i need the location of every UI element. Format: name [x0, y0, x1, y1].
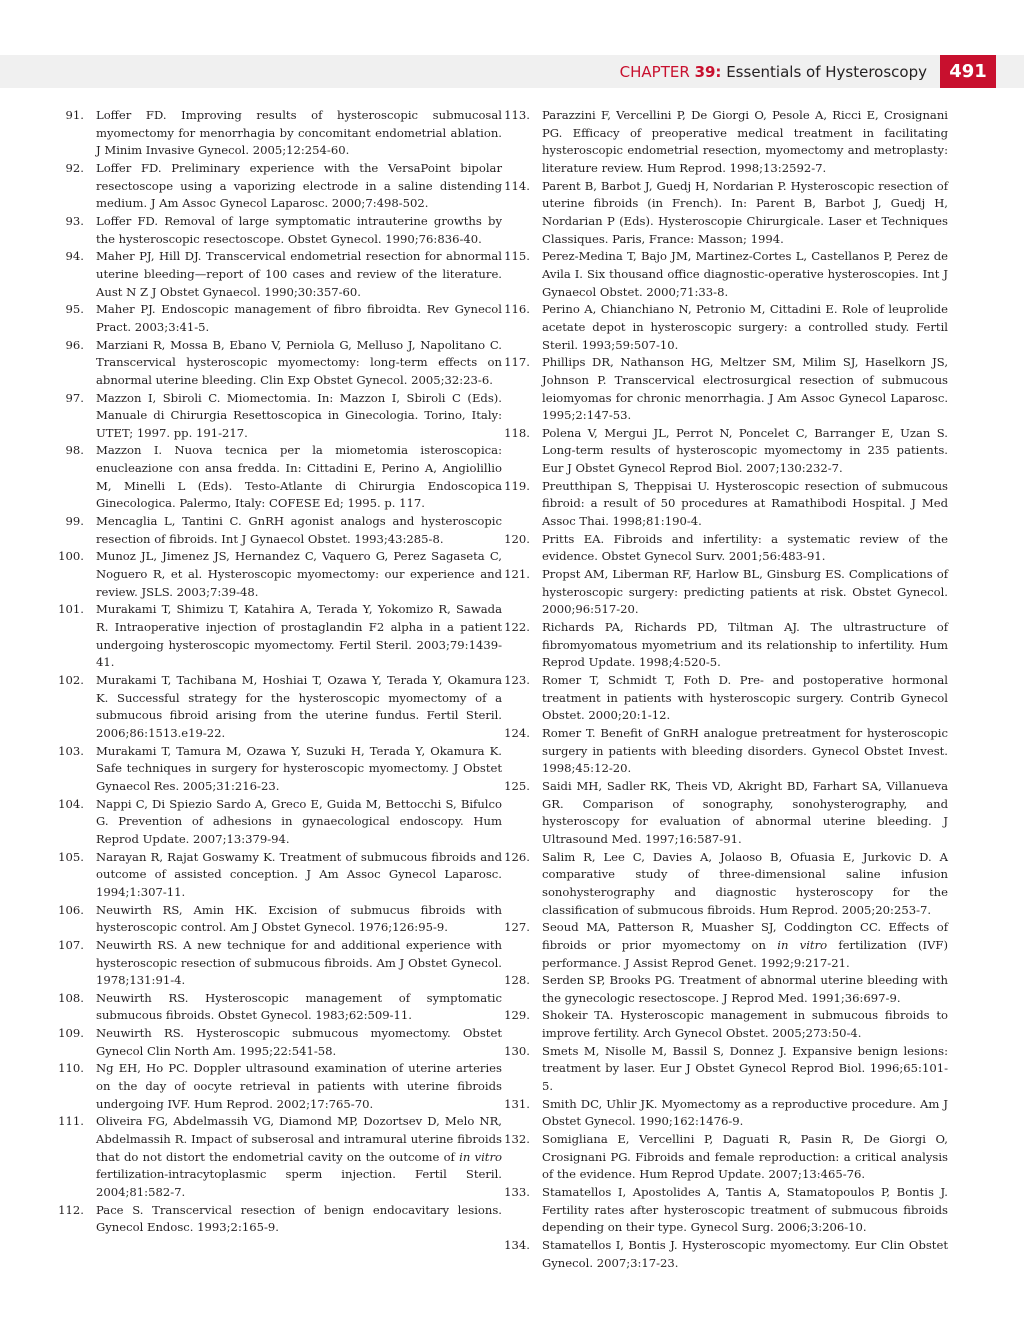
- reference-text: Loffer FD. Preliminary experience with the VersaPoint bipolar resectoscope using a vaporizing electrode in a saline distending medium. J Am Assoc Gynecol Laparosc. 2000;7:498-502.: [96, 160, 502, 211]
- reference-text: Murakami T, Shimizu T, Katahira A, Terada Y, Yokomizo R, Sawada R. Intraoperative injection of prostaglandin F2 alpha in a patient undergoing hysteroscopic myomectomy. Fertil Steril. 2003;79:1439-41.: [96, 602, 502, 670]
- reference-text-part: Oliveira FG, Abdelmassih VG, Diamond MP, Dozortsev D, Melo NR, Abdelmassih R. Impact of subserosal and intramural uterine fibroids that do not distort the endometrial cavity on the outcome of: [96, 1114, 502, 1164]
- reference-number: 127.: [504, 920, 530, 935]
- reference-italic-term: in vitro: [777, 937, 828, 952]
- reference-number: 107.: [58, 937, 84, 952]
- reference-item: [52, 160, 502, 213]
- reference-item: [52, 796, 502, 849]
- reference-number: 120.: [504, 531, 530, 546]
- reference-item: [498, 425, 948, 478]
- reference-number: 95.: [65, 302, 84, 317]
- reference-text: Perino A, Chianchiano N, Petronio M, Cittadini E. Role of leuprolide acetate depot in hysteroscopic surgery: a controlled study. Fertil Steril. 1993;59:507-10.: [542, 302, 948, 352]
- reference-number: 110.: [58, 1061, 84, 1076]
- reference-text: Mencaglia L, Tantini C. GnRH agonist analogs and hysteroscopic resection of fibroids. Int J Gynaecol Obstet. 1993;43:285-8.: [96, 514, 502, 546]
- reference-number: 105.: [58, 849, 84, 864]
- reference-number: 101.: [58, 602, 84, 617]
- reference-number: 96.: [65, 337, 84, 352]
- chapter-number: 39:: [694, 63, 722, 81]
- reference-text: Smets M, Nisolle M, Bassil S, Donnez J. Expansive benign lesions: treatment by laser. Eur J Obstet Gynecol Reprod Biol. 1996;65:101-5.: [542, 1043, 948, 1094]
- reference-number: 122.: [504, 620, 530, 635]
- reference-number: 97.: [65, 390, 84, 405]
- reference-item: [498, 1131, 948, 1184]
- reference-item: [498, 1184, 948, 1237]
- reference-item: [498, 849, 948, 920]
- reference-item: [52, 213, 502, 248]
- reference-text-part: fertilization-intracytoplasmic sperm injection. Fertil Steril. 2004;81:582-7.: [96, 1167, 502, 1200]
- reference-text: Phillips DR, Nathanson HG, Meltzer SM, Milim SJ, Haselkorn JS, Johnson P. Transcervical electrosurgical resection of submucous leiomyomas for chronic menorrhagia. J Am Assoc Gynecol Laparosc. 1995;2:147-53.: [542, 355, 948, 423]
- reference-number: 108.: [58, 990, 84, 1005]
- reference-text: Neuwirth RS. Hysteroscopic submucous myomectomy. Obstet Gynecol Clin North Am. 1995;22:541-58.: [96, 1026, 502, 1058]
- reference-item: [52, 1113, 502, 1201]
- reference-number: 98.: [65, 443, 84, 458]
- reference-text: Saidi MH, Sadler RK, Theis VD, Akright BD, Farhart SA, Villanueva GR. Comparison of sonography, sonohysterography, and hysteroscopy for evaluation of abnormal uterine bleeding. J Ultrasound Med. 1997;16:587-91.: [542, 778, 948, 846]
- reference-text: Stamatellos I, Apostolides A, Tantis A, Stamatopoulos P, Bontis J. Fertility rates after hysteroscopic treatment of submucous fibroids depending on their type. Gynecol Surg. 2006;3:206-10.: [542, 1185, 948, 1235]
- reference-item: [498, 972, 948, 1007]
- reference-number: 100.: [58, 549, 84, 564]
- reference-number: 115.: [504, 249, 530, 264]
- reference-number: 117.: [504, 355, 530, 370]
- reference-item: [498, 1237, 948, 1272]
- reference-number: 112.: [58, 1202, 84, 1217]
- reference-text: Pace S. Transcervical resection of benign endocavitary lesions. Gynecol Endosc. 1993;2:165-9.: [96, 1202, 502, 1235]
- reference-number: 125.: [504, 778, 530, 793]
- reference-item: [498, 1043, 948, 1096]
- reference-number: 119.: [504, 478, 530, 493]
- reference-text: Mazzon I, Sbiroli C. Miomectomia. In: Mazzon I, Sbiroli C (Eds). Manuale di Chirurgia Resettoscopica in Ginecologia. Torino, Italy: UTET; 1997. pp. 191-217.: [96, 390, 502, 440]
- reference-item: [52, 743, 502, 796]
- reference-text: Serden SP, Brooks PG. Treatment of abnormal uterine bleeding with the gynecologic resectoscope. J Reprod Med. 1991;36:697-9.: [542, 973, 948, 1005]
- reference-item: [498, 478, 948, 531]
- reference-item: [498, 778, 948, 849]
- reference-text: Neuwirth RS. Hysteroscopic management of symptomatic submucous fibroids. Obstet Gynecol. 1983;62:509-11.: [96, 990, 502, 1023]
- reference-item: [52, 1060, 502, 1113]
- reference-text: Narayan R, Rajat Goswamy K. Treatment of submucous fibroids and outcome of assisted conception. J Am Assoc Gynecol Laparosc. 1994;1:307-11.: [96, 849, 502, 899]
- reference-item: [52, 849, 502, 902]
- reference-item: [52, 990, 502, 1025]
- reference-number: 130.: [504, 1043, 530, 1058]
- reference-item: [52, 1202, 502, 1237]
- reference-number: 94.: [65, 249, 84, 264]
- reference-text: Neuwirth RS, Amin HK. Excision of submucus fibroids with hysteroscopic control. Am J Obstet Gynecol. 1976;126:95-9.: [96, 902, 502, 935]
- reference-text: Nappi C, Di Spiezio Sardo A, Greco E, Guida M, Bettocchi S, Bifulco G. Prevention of adhesions in gynaecological endoscopy. Hum Reprod Update. 2007;13:379-94.: [96, 796, 502, 846]
- reference-text: Parent B, Barbot J, Guedj H, Nordarian P. Hysteroscopic resection of uterine fibroids (in French). In: Parent B, Barbot J, Guedj H, Nordarian P (Eds). Hysteroscopie Chirurgicale. Laser et Techniques Classiques. Paris, France: Masson; 1994.: [542, 178, 948, 246]
- reference-item: [52, 1025, 502, 1060]
- reference-number: 93.: [65, 213, 84, 228]
- reference-number: 114.: [504, 178, 530, 193]
- reference-text: Somigliana E, Vercellini P, Daguati R, Pasin R, De Giorgi O, Crosignani PG. Fibroids and female reproduction: a critical analysis of the evidence. Hum Reprod Update. 2007;13:465-76.: [542, 1132, 948, 1182]
- reference-text: Salim R, Lee C, Davies A, Jolaoso B, Ofuasia E, Jurkovic D. A comparative study of three-dimensional saline infusion sonohysterography and diagnostic hysteroscopy for the classification of submucous fibroids. Hum Reprod. 2005;20:253-7.: [542, 849, 948, 917]
- reference-text: Ng EH, Ho PC. Doppler ultrasound examination of uterine arteries on the day of oocyte retrieval in patients with uterine fibroids undergoing IVF. Hum Reprod. 2002;17:765-70.: [96, 1061, 502, 1111]
- reference-item: [498, 566, 948, 619]
- reference-item: [498, 178, 948, 249]
- reference-number: 123.: [504, 673, 530, 687]
- reference-number: 133.: [504, 1185, 530, 1200]
- reference-number: 124.: [504, 725, 530, 740]
- reference-item: [498, 531, 948, 566]
- reference-item: [498, 672, 948, 725]
- reference-number: 92.: [65, 160, 84, 175]
- reference-number: 113.: [504, 108, 530, 122]
- reference-text: Smith DC, Uhlir JK. Myomectomy as a reproductive procedure. Am J Obstet Gynecol. 1990;162:1476-9.: [542, 1096, 948, 1129]
- reference-number: 91.: [65, 108, 84, 122]
- reference-number: 126.: [504, 849, 530, 864]
- reference-text: [96, 1113, 502, 1201]
- reference-text: Pritts EA. Fibroids and infertility: a systematic review of the evidence. Obstet Gynecol Surv. 2001;56:483-91.: [542, 531, 948, 564]
- reference-number: 109.: [58, 1026, 84, 1041]
- reference-text: Propst AM, Liberman RF, Harlow BL, Ginsburg ES. Complications of hysteroscopic surgery: predicting patients at risk. Obstet Gynecol. 2000;96:517-20.: [542, 567, 948, 617]
- reference-text: Murakami T, Tachibana M, Hoshiai T, Ozawa Y, Terada Y, Okamura K. Successful strategy for the hysteroscopic myomectomy of a submucous fibroid arising from the uterine fundus. Fertil Steril. 2006;86:1513.e19-22.: [96, 673, 502, 740]
- reference-number: 103.: [58, 743, 84, 758]
- reference-text: Perez-Medina T, Bajo JM, Martinez-Cortes L, Castellanos P, Perez de Avila I. Six thousand office diagnostic-operative hysteroscopies. Int J Gynaecol Obstet. 2000;71:33-8.: [542, 249, 948, 299]
- reference-text: Loffer FD. Removal of large symptomatic intrauterine growths by the hysteroscopic resectoscope. Obstet Gynecol. 1990;76:836-40.: [96, 213, 502, 246]
- reference-text: Marziani R, Mossa B, Ebano V, Perniola G, Melluso J, Napolitano C. Transcervical hysteroscopic myomectomy: long-term effects on abnormal uterine bleeding. Clin Exp Obstet Gynecol. 2005;32:23-6.: [96, 337, 502, 387]
- reference-item: [498, 1096, 948, 1131]
- reference-text-part: Seoud MA, Patterson R, Muasher SJ, Coddington CC. Effects of fibroids or prior myomectomy on: [542, 920, 948, 952]
- reference-italic-term: in vitro: [459, 1149, 502, 1164]
- reference-item: [498, 919, 948, 972]
- running-header: [620, 61, 927, 83]
- reference-number: 106.: [58, 902, 84, 917]
- reference-text-part: fertilization (IVF) performance. J Assist Reprod Genet. 1992;9:217-21.: [542, 937, 948, 970]
- reference-text: Loffer FD. Improving results of hysteroscopic submucosal myomectomy for menorrhagia by concomitant endometrial ablation. J Minim Invasive Gynecol. 2005;12:254-60.: [96, 108, 502, 158]
- chapter-title: Essentials of Hysteroscopy: [721, 63, 927, 81]
- reference-item: [498, 1007, 948, 1042]
- reference-item: [498, 619, 948, 672]
- reference-item: [52, 337, 502, 390]
- reference-item: [52, 442, 502, 513]
- reference-number: 134.: [504, 1238, 530, 1252]
- page-number: 491: [940, 55, 996, 88]
- reference-item: [52, 248, 502, 301]
- reference-text: Richards PA, Richards PD, Tiltman AJ. The ultrastructure of fibromyomatous myometrium and its relationship to infertility. Hum Reprod Update. 1998;4:520-5.: [542, 620, 948, 670]
- reference-number: 118.: [504, 425, 530, 440]
- reference-text: Shokeir TA. Hysteroscopic management in submucous fibroids to improve fertility. Arch Gynecol Obstet. 2005;273:50-4.: [542, 1008, 948, 1041]
- reference-number: 111.: [58, 1114, 84, 1129]
- reference-number: 131.: [504, 1096, 530, 1111]
- reference-item: [498, 301, 948, 354]
- reference-item: [52, 548, 502, 601]
- reference-number: 102.: [58, 673, 84, 687]
- reference-number: 99.: [65, 514, 84, 529]
- chapter-label: CHAPTER: [619, 63, 695, 81]
- reference-item: [52, 301, 502, 336]
- reference-number: 121.: [504, 567, 530, 582]
- reference-text: Munoz JL, Jimenez JS, Hernandez C, Vaquero G, Perez Sagaseta C, Noguero R, et al. Hysteroscopic myomectomy: our experience and review. JSLS. 2003;7:39-48.: [96, 549, 502, 599]
- reference-item: [52, 937, 502, 990]
- reference-item: [52, 601, 502, 672]
- reference-text: Romer T. Benefit of GnRH analogue pretreatment for hysteroscopic surgery in patients with bleeding disorders. Gynecol Obstet Invest. 1998;45:12-20.: [542, 725, 948, 776]
- reference-number: 116.: [504, 302, 530, 317]
- reference-text: Preutthipan S, Theppisai U. Hysteroscopic resection of submucous fibroid: a result of 50 procedures at Ramathibodi Hospital. J Med Assoc Thai. 1998;81:190-4.: [542, 478, 948, 529]
- reference-item: [52, 107, 502, 160]
- reference-text: Murakami T, Tamura M, Ozawa Y, Suzuki H, Terada Y, Okamura K. Safe techniques in surgery for hysteroscopic myomectomy. J Obstet Gynaecol Res. 2005;31:216-23.: [96, 743, 502, 793]
- reference-text: Mazzon I. Nuova tecnica per la miometomia isteroscopica: enucleazione con ansa fredda. In: Cittadini E, Perino A, Angiolillio M, Minelli L (Eds). Testo-Atlante di Chirurgia Endoscopica Ginecologica. Palermo, Italy: COFESE Ed; 1995. p. 117.: [96, 443, 502, 511]
- reference-number: 104.: [58, 796, 84, 811]
- reference-text: Maher PJ, Hill DJ. Transcervical endometrial resection for abnormal uterine bleeding—report of 100 cases and review of the literature. Aust N Z J Obstet Gynaecol. 1990;30:357-60.: [96, 249, 502, 299]
- reference-item: [52, 672, 502, 743]
- reference-item: [52, 513, 502, 548]
- references-left-column: [52, 107, 502, 1237]
- reference-text: Maher PJ. Endoscopic management of fibro fibroidta. Rev Gynecol Pract. 2003;3:41-5.: [96, 302, 502, 334]
- reference-text: Polena V, Mergui JL, Perrot N, Poncelet C, Barranger E, Uzan S. Long-term results of hysteroscopic myomectomy in 235 patients. Eur J Obstet Gynecol Reprod Biol. 2007;130:232-7.: [542, 425, 948, 476]
- reference-text: Stamatellos I, Bontis J. Hysteroscopic myomectomy. Eur Clin Obstet Gynecol. 2007;3:17-23.: [542, 1238, 948, 1270]
- reference-item: [52, 390, 502, 443]
- reference-number: 132.: [504, 1132, 530, 1147]
- references-right-column: [498, 107, 948, 1272]
- reference-item: [498, 248, 948, 301]
- reference-text: Parazzini F, Vercellini P, De Giorgi O, Pesole A, Ricci E, Crosignani PG. Efficacy of preoperative medical treatment in facilitating hysteroscopic endometrial resection, myomectomy and metroplasty: literature review. Hum Reprod. 1998;13:2592-7.: [542, 108, 948, 175]
- reference-text: Neuwirth RS. A new technique for and additional experience with hysteroscopic resection of submucous fibroids. Am J Obstet Gynecol. 1978;131:91-4.: [96, 937, 502, 988]
- reference-item: [52, 902, 502, 937]
- reference-text: [542, 919, 948, 972]
- reference-number: 128.: [504, 973, 530, 988]
- reference-text: Romer T, Schmidt T, Foth D. Pre- and postoperative hormonal treatment in patients with hysteroscopic surgery. Contrib Gynecol Obstet. 2000;20:1-12.: [542, 673, 948, 723]
- reference-item: [498, 725, 948, 778]
- reference-number: 129.: [504, 1008, 530, 1023]
- reference-item: [498, 354, 948, 425]
- reference-item: [498, 107, 948, 178]
